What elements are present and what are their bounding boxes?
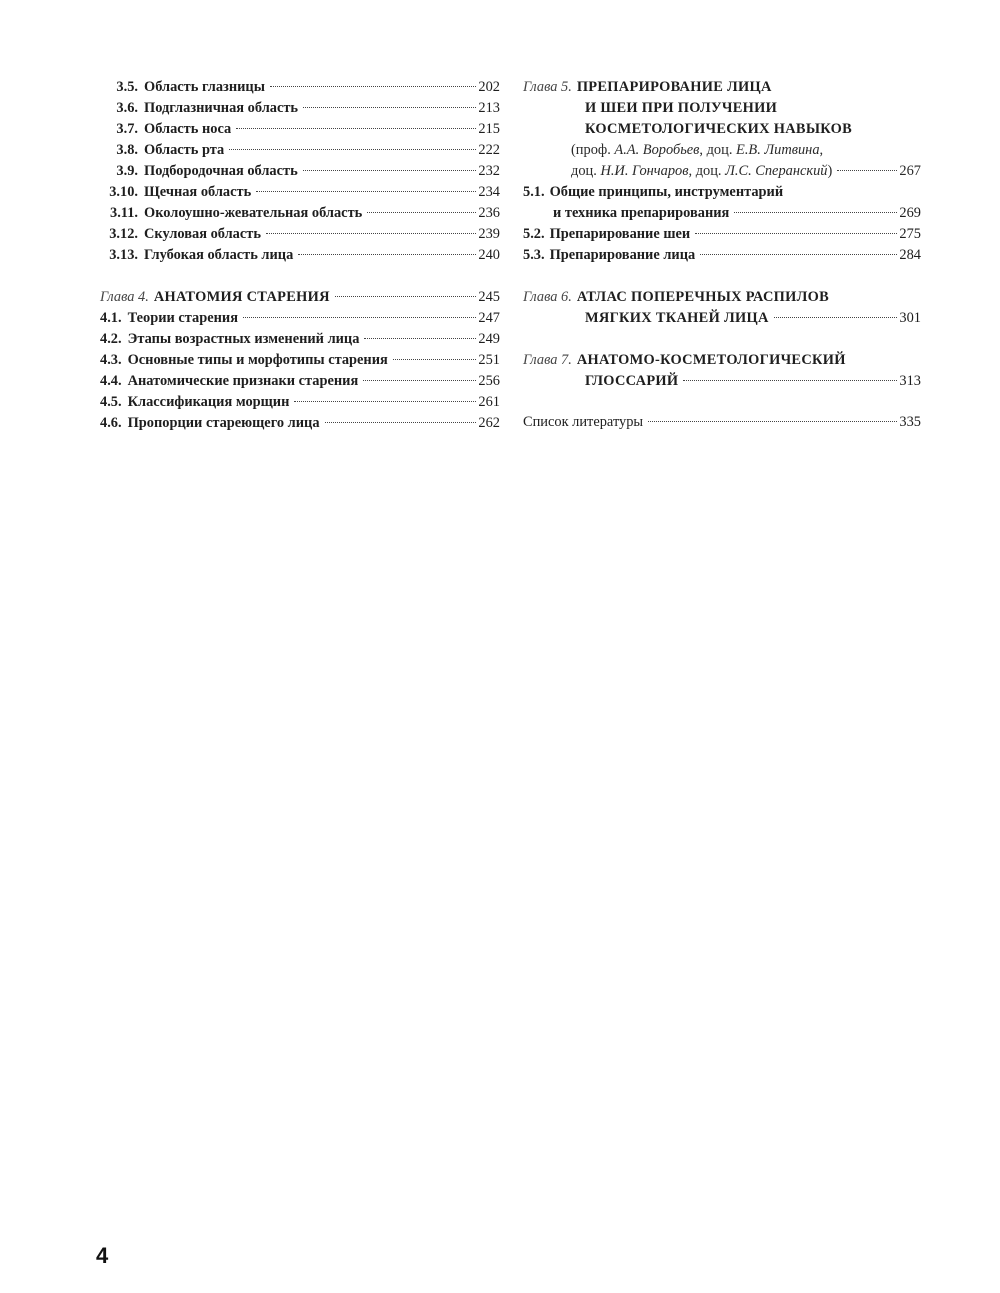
entry-number: 3.12. <box>109 226 138 242</box>
dot-leader <box>837 170 897 171</box>
entry-number: 5.3. <box>523 247 545 263</box>
dot-leader <box>774 317 898 318</box>
chapter-label: Глава 6. <box>523 289 572 305</box>
chapter-authors <box>523 140 921 161</box>
dot-leader <box>243 317 476 318</box>
entry-page: 249 <box>478 331 500 347</box>
entry-number: 3.11. <box>110 205 138 221</box>
dot-leader <box>266 233 476 234</box>
entry-title: Классификация морщин <box>127 394 290 410</box>
entry-title: Щечная область <box>144 184 252 200</box>
entry-number: 4.1. <box>100 310 122 326</box>
toc-entry-4-3[interactable] <box>100 350 500 371</box>
entry-number: 4.6. <box>100 415 122 431</box>
toc-entry-4-2[interactable] <box>100 329 500 350</box>
chapter-title: ГЛОССАРИЙ <box>585 373 679 389</box>
entry-title: Препарирование шеи <box>549 226 691 242</box>
authors-text: , <box>819 142 824 158</box>
toc-entry-3-8[interactable] <box>100 140 500 161</box>
entry-title: Область глазницы <box>144 79 265 95</box>
chapter-page: 313 <box>899 373 921 389</box>
bibliography-title: Список литературы <box>523 414 644 430</box>
toc-left-column <box>100 77 500 434</box>
toc-right-column <box>523 77 921 433</box>
page-number: 4 <box>96 1243 109 1268</box>
chapter-label: Глава 7. <box>523 352 572 368</box>
authors-text: доц. <box>571 163 597 179</box>
dot-leader <box>335 296 477 297</box>
chapter-title: КОСМЕТОЛОГИЧЕСКИХ НАВЫКОВ <box>585 121 853 137</box>
toc-entry-3-7[interactable] <box>100 119 500 140</box>
entry-page: 256 <box>478 373 500 389</box>
chapter-title-line <box>523 77 921 98</box>
toc-entry-4-1[interactable] <box>100 308 500 329</box>
entry-title: Этапы возрастных изменений лица <box>127 331 360 347</box>
entry-page: 202 <box>478 79 500 95</box>
toc-entry-3-5[interactable] <box>100 77 500 98</box>
spacer <box>100 266 500 287</box>
entry-number: 3.13. <box>109 247 138 263</box>
spacer <box>523 329 921 350</box>
entry-page: 261 <box>478 394 500 410</box>
toc-entry-5-2[interactable] <box>523 224 921 245</box>
entry-page: 284 <box>899 247 921 263</box>
entry-number: 3.7. <box>116 121 138 137</box>
author-name: А.А. Воробьев <box>614 142 700 158</box>
chapter-title-line <box>523 371 921 392</box>
entry-number: 3.6. <box>116 100 138 116</box>
entry-page: 269 <box>899 205 921 221</box>
dot-leader <box>393 359 477 360</box>
toc-entry-3-13[interactable] <box>100 245 500 266</box>
dot-leader <box>700 254 897 255</box>
toc-entry-4-4[interactable] <box>100 371 500 392</box>
spacer <box>523 392 921 412</box>
chapter-5-heading[interactable] <box>523 77 921 182</box>
entry-title: Подбородочная область <box>144 163 298 179</box>
authors-line <box>571 161 832 182</box>
dot-leader <box>236 128 476 129</box>
entry-number: 4.5. <box>100 394 122 410</box>
chapter-title: МЯГКИХ ТКАНЕЙ ЛИЦА <box>585 310 769 326</box>
toc-entry-3-10[interactable] <box>100 182 500 203</box>
chapter-title-line <box>523 287 921 308</box>
dot-leader <box>364 338 476 339</box>
entry-title: Околоушно-жевательная область <box>144 205 363 221</box>
entry-title: Область носа <box>144 121 232 137</box>
chapter-title-line <box>523 350 921 371</box>
dot-leader <box>298 254 476 255</box>
chapter-title-line <box>523 98 921 119</box>
chapter-page: 245 <box>478 289 500 305</box>
dot-leader <box>229 149 476 150</box>
entry-title: Основные типы и морфотипы старения <box>127 352 388 368</box>
chapter-6-heading[interactable] <box>523 287 921 329</box>
dot-leader <box>683 380 897 381</box>
author-name: Е.В. Литвина <box>736 142 820 158</box>
entry-page: 215 <box>478 121 500 137</box>
dot-leader <box>648 421 897 422</box>
toc-entry-5-1[interactable] <box>523 182 921 203</box>
dot-leader <box>363 380 476 381</box>
chapter-title: АТЛАС ПОПЕРЕЧНЫХ РАСПИЛОВ <box>576 289 830 305</box>
chapter-page: 267 <box>899 163 921 179</box>
entry-title: Пропорции стареющего лица <box>127 415 320 431</box>
author-name: Н.И. Гончаров <box>600 163 689 179</box>
dot-leader <box>256 191 476 192</box>
chapter-title-line <box>523 308 921 329</box>
dot-leader <box>303 107 476 108</box>
entry-number: 3.10. <box>109 184 138 200</box>
entry-page: 262 <box>478 415 500 431</box>
entry-title: Препарирование лица <box>549 247 696 263</box>
chapter-title-line <box>523 119 921 140</box>
entry-page: 247 <box>478 310 500 326</box>
bibliography-page: 335 <box>899 414 921 430</box>
section-5-list <box>523 182 921 266</box>
entry-title: Общие принципы, инструментарий <box>549 184 784 200</box>
section-3-list <box>100 77 500 266</box>
chapter-title: И ШЕИ ПРИ ПОЛУЧЕНИИ <box>585 100 778 116</box>
chapter-authors <box>523 161 921 182</box>
entry-number: 4.2. <box>100 331 122 347</box>
dot-leader <box>325 422 477 423</box>
toc-entry-5-1-cont[interactable] <box>523 203 921 224</box>
entry-page: 251 <box>478 352 500 368</box>
entry-number: 5.2. <box>523 226 545 242</box>
entry-title: Подглазничная область <box>144 100 299 116</box>
entry-title: Анатомические признаки старения <box>127 373 359 389</box>
authors-text: , доц. <box>688 163 722 179</box>
authors-text: (проф. <box>571 142 611 158</box>
chapter-title: АНАТОМО-КОСМЕТОЛОГИЧЕСКИЙ <box>576 352 846 368</box>
entry-title: Глубокая область лица <box>144 247 294 263</box>
entry-page: 236 <box>478 205 500 221</box>
chapter-7-heading[interactable] <box>523 350 921 392</box>
entry-number: 5.1. <box>523 184 545 200</box>
section-4-list <box>100 308 500 434</box>
dot-leader <box>734 212 897 213</box>
chapter-label: Глава 4. <box>100 289 149 305</box>
authors-text: ) <box>827 163 833 179</box>
toc-entry-3-6[interactable] <box>100 98 500 119</box>
dot-leader <box>294 401 476 402</box>
entry-page: 240 <box>478 247 500 263</box>
entry-title: Область рта <box>144 142 225 158</box>
bibliography-entry[interactable] <box>523 412 921 433</box>
chapter-title: АНАТОМИЯ СТАРЕНИЯ <box>153 289 330 305</box>
dot-leader <box>367 212 476 213</box>
toc-entry-3-9[interactable] <box>100 161 500 182</box>
spacer <box>523 266 921 287</box>
entry-title: и техника препарирования <box>553 205 730 221</box>
entry-number: 3.5. <box>116 79 138 95</box>
entry-number: 4.4. <box>100 373 122 389</box>
toc-entry-3-12[interactable] <box>100 224 500 245</box>
toc-entry-3-11[interactable] <box>100 203 500 224</box>
chapter-label: Глава 5. <box>523 79 572 95</box>
entry-page: 213 <box>478 100 500 116</box>
entry-page: 234 <box>478 184 500 200</box>
entry-number: 3.8. <box>116 142 138 158</box>
toc-entry-4-5[interactable] <box>100 392 500 413</box>
entry-title: Теории старения <box>127 310 238 326</box>
toc-entry-5-3[interactable] <box>523 245 921 266</box>
chapter-title: ПРЕПАРИРОВАНИЕ ЛИЦА <box>576 79 772 95</box>
dot-leader <box>270 86 476 87</box>
chapter-4-heading[interactable] <box>100 287 500 308</box>
dot-leader <box>303 170 477 171</box>
entry-page: 275 <box>899 226 921 242</box>
entry-page: 239 <box>478 226 500 242</box>
authors-text: , доц. <box>699 142 733 158</box>
entry-page: 232 <box>478 163 500 179</box>
toc-entry-4-6[interactable] <box>100 413 500 434</box>
entry-number: 4.3. <box>100 352 122 368</box>
chapter-page: 301 <box>899 310 921 326</box>
entry-title: Скуловая область <box>144 226 261 242</box>
author-name: Л.С. Сперанский <box>725 163 828 179</box>
entry-number: 3.9. <box>116 163 138 179</box>
entry-page: 222 <box>478 142 500 158</box>
dot-leader <box>695 233 897 234</box>
